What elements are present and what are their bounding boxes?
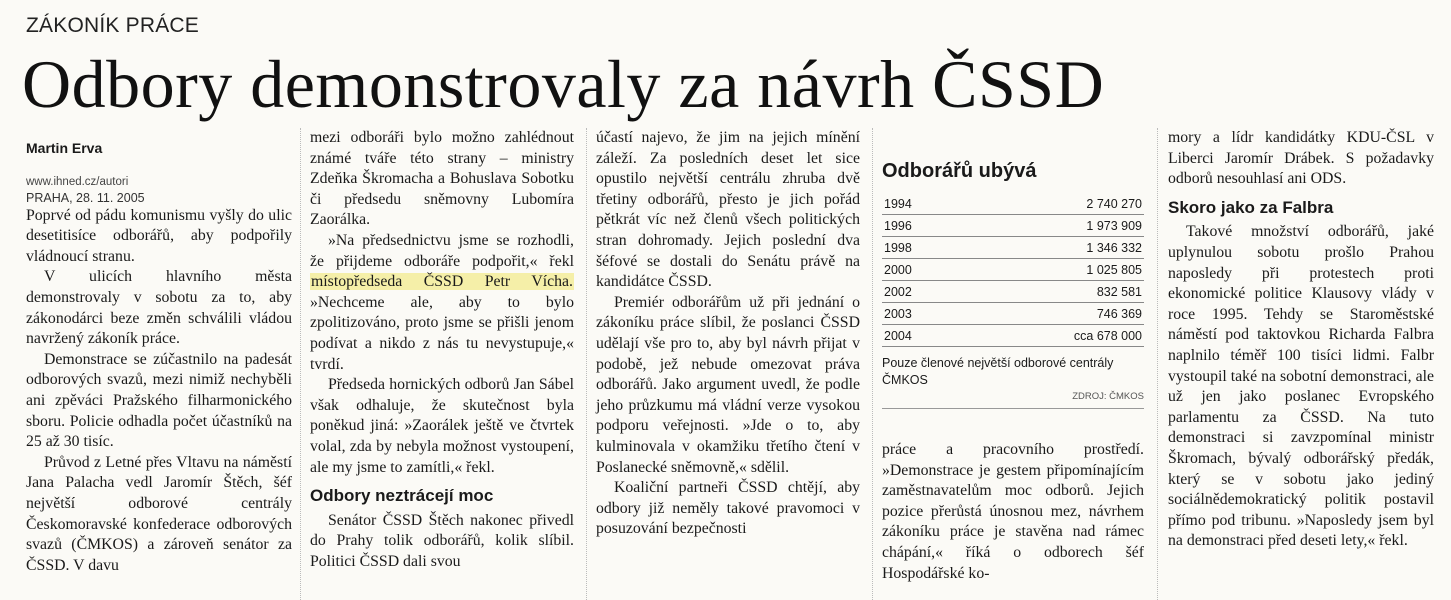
table-row — [882, 193, 1144, 215]
paragraph: Takové množství odborářů, jaké uplynulou sobotu prošlo Prahou naposledy při protestech proti ekonomické politice Klausovy vlády v roce 1995. Tehdy se Staroměstské náměstí pod taktovkou Richarda Falbra naplnilo téměř 100 tisíci lidmi. Falbr vystoupil také na sobotní demonstraci, ale už jen jako poslanec Evropského parlamentu za ČSSD. Na tuto demonstraci si zavzpomínal ministr Škromach, bývalý odborářský předák, který se v sobotu jako jediný sociálnědemokratický politik postavil přímo pod tribunu. »Naposledy jsem byl na demonstraci před deseti lety,« řekl. — [1168, 223, 1434, 550]
paragraph: mory a lídr kandidátky KDU-ČSL v Liberci Jaromír Drábek. S požadavky odborů nesouhlasí ani ODS. — [1168, 129, 1434, 188]
paragraph: Koaliční partneři ČSSD chtějí, aby odbory již neměly takové pravomoci v posuzování bezpečnosti — [596, 479, 860, 538]
table-row — [882, 259, 1144, 281]
author-name: Martin Erva — [26, 140, 103, 156]
year-cell: 2002 — [882, 281, 962, 303]
paragraph-with-highlight: »Na předsednictvu jsme se rozhodli, že přijdeme odboráře podpořit,« řekl místopředseda ČSSD Petr Vícha. »Nechceme ale, aby to bylo zpolitizováno, proto jsme se přišli jenom podívat a nikdo z nás tu nevystupuje,« tvrdí. — [310, 231, 574, 373]
value-cell: 746 369 — [962, 303, 1144, 325]
highlighted-text: místopředseda ČSSD Petr Vícha. — [311, 273, 573, 291]
value-cell: cca 678 000 — [962, 325, 1144, 347]
year-cell: 1996 — [882, 215, 962, 237]
paragraph: Poprvé od pádu komunismu vyšly do ulic desetitisíce odborářů, aby podpořily vládnoucí stranu. — [26, 206, 292, 265]
table-row — [882, 215, 1144, 237]
subheading: Odbory neztrácejí moc — [310, 486, 494, 506]
article-column-2 — [310, 128, 574, 572]
year-cell: 1994 — [882, 193, 962, 215]
headline: Odbory demonstrovaly za návrh ČSSD — [22, 46, 1105, 122]
column-divider — [586, 128, 587, 600]
year-cell: 2000 — [882, 259, 962, 281]
dateline: PRAHA, 28. 11. 2005 — [26, 190, 145, 205]
table-row — [882, 303, 1144, 325]
box-source: ZDROJ: ČMKOS — [1072, 391, 1144, 402]
paragraph: Senátor ČSSD Štěch nakonec přivedl do Prahy tolik odborářů, kolik slíbil. Politici ČSSD dali svou — [310, 511, 574, 570]
paragraph: Předseda hornických odborů Jan Sábel však odhaluje, že skutečnost byla poněkud jiná: »Zaorálek ještě ve čtvrtek volal, zda by nebyla možnost vystoupení, ale my jsme to zamítli,« řekl. — [310, 376, 574, 476]
year-cell: 2003 — [882, 303, 962, 325]
membership-table — [882, 193, 1144, 347]
paragraph: Průvod z Letné přes Vltavu na náměstí Jana Palacha vedl Jaromír Štěch, šéf největší odborové centrály Českomoravské konfederace odborových svazů (ČMKOS) a zároveň senátor za ČSSD. V davu — [26, 453, 292, 574]
box-title: Odborářů ubývá — [882, 160, 1037, 182]
value-cell: 1 346 332 — [962, 237, 1144, 259]
table-row — [882, 325, 1144, 347]
paragraph: účastí najevo, že jim na jejich mínění záleží. Za posledních deset let sice opustilo největší centrálu zhruba dvě třetiny odborářů, přesto je jich pořád pětkrát víc než členů všech politických stran dohromady. Jejich poslední dva šéfové se dostali do Senátu právě na kandidátce ČSSD. — [596, 129, 860, 291]
subheading: Skoro jako za Falbra — [1168, 197, 1334, 217]
year-cell: 1998 — [882, 237, 962, 259]
section-rubric: ZÁKONÍK PRÁCE — [26, 14, 199, 37]
year-cell: 2004 — [882, 325, 962, 347]
author-url: www.ihned.cz/autori — [26, 175, 129, 188]
article-column-3 — [596, 128, 860, 540]
statistics-box — [882, 150, 1144, 409]
paragraph: mezi odboráři bylo možno zahlédnout známé tváře této strany – ministry Zdeňka Škromacha a Bohuslava Sobotku či předsedu sněmovny Lubomíra Zaorálka. — [310, 129, 574, 229]
article-column-1 — [26, 128, 292, 576]
paragraph: Demonstrace se zúčastnilo na padesát odborových svazů, mezi nimiž nechyběli ani zpěváci Pražského filharmonického sboru. Policie odhadla počet účastníků na 25 až 30 tisíc. — [26, 350, 292, 451]
value-cell: 2 740 270 — [962, 193, 1144, 215]
column-divider — [300, 128, 301, 600]
value-cell: 832 581 — [962, 281, 1144, 303]
table-row — [882, 281, 1144, 303]
column-divider — [1157, 128, 1158, 600]
paragraph: práce a pracovního prostředí. »Demonstrace je gestem připomínajícím zaměstnavatelům moc odborů. Jejich pozice přerůstá únosnou mez, návrhem zákoníku práce je stavěna nad rámec chápání,« říká o odborech šéf Hospodářské ko- — [882, 441, 1144, 582]
table-row — [882, 237, 1144, 259]
paragraph: Premiér odborářům už při jednání o zákoníku práce slíbil, že poslanci ČSSD udělají vše pro to, aby byl návrh přijat v podobě, jež nebude omezovat práva odborářů. Jako argument uvedl, že podle jeho průzkumu má vládní verze vysokou podporu veřejnosti. »Jde o to, aby kulminovala v okamžiku třetího čtení v Poslanecké sněmovně,« sdělil. — [596, 293, 860, 476]
column-divider — [872, 128, 873, 600]
value-cell: 1 025 805 — [962, 259, 1144, 281]
article-column-4 — [882, 440, 1144, 584]
box-note: Pouze členové největší odborové centrály ČMKOS — [882, 356, 1114, 387]
value-cell: 1 973 909 — [962, 215, 1144, 237]
article-column-5 — [1168, 128, 1434, 552]
paragraph: V ulicích hlavního města demonstrovaly v sobotu za to, aby zákonodárci beze změn schválili vládou navržený zákoník práce. — [26, 268, 292, 348]
